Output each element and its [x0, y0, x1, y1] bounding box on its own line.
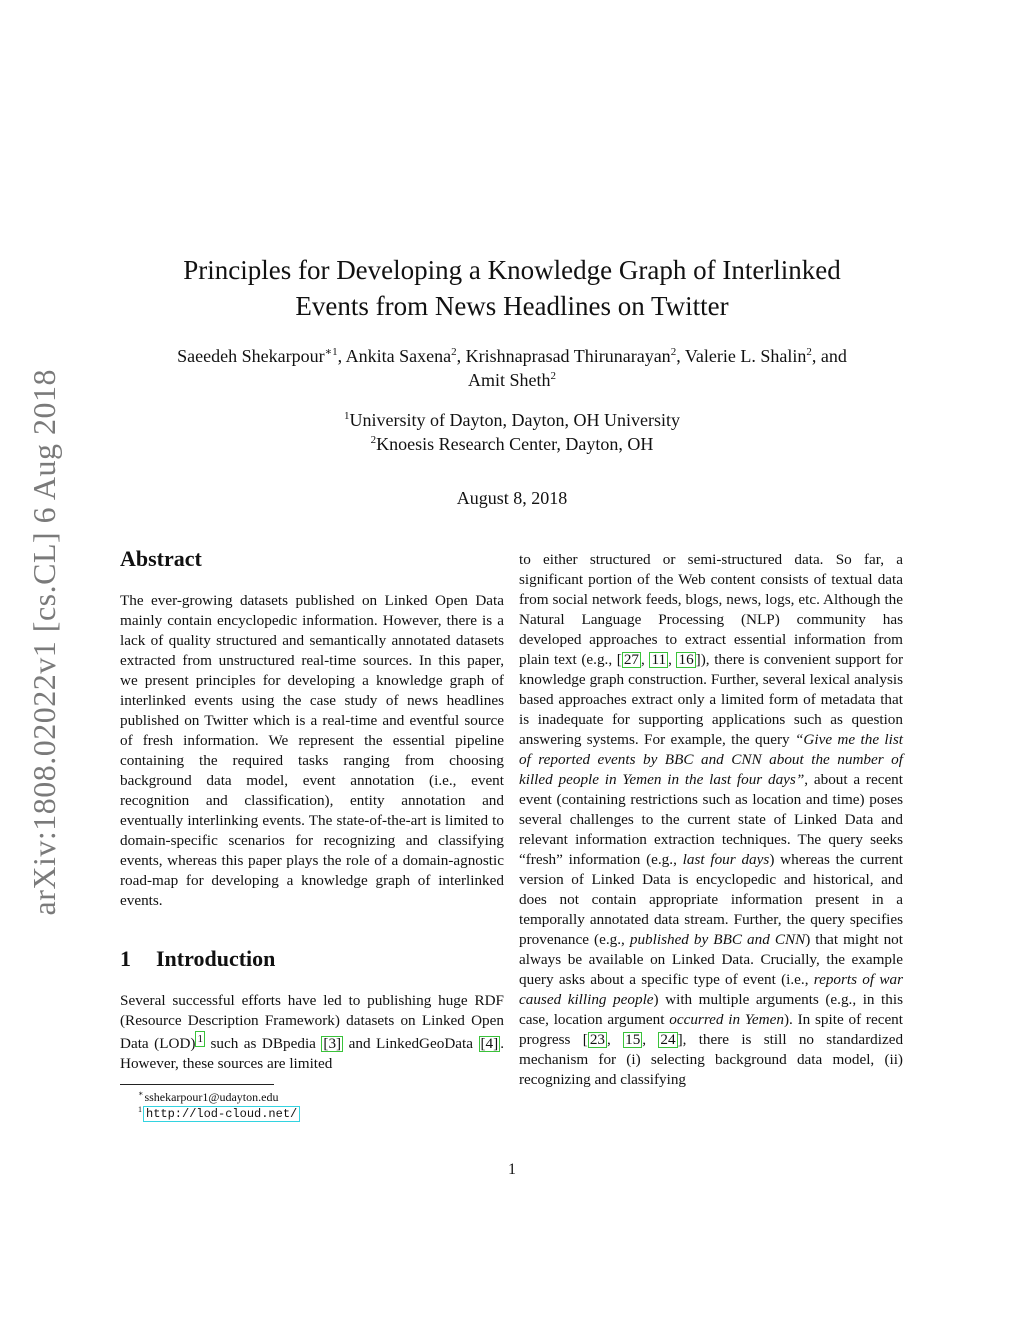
paper-date: August 8, 2018	[456, 488, 568, 508]
author-name: Saeedeh Shekarpour	[177, 346, 325, 366]
intro-text: Several successful efforts have led to publishing huge RDF (Resource Description Framework) datasets on Linked Open Data (LOD)	[120, 992, 504, 1053]
footnote-separator	[120, 1084, 274, 1085]
affiliation-1: University of Dayton, Dayton, OH University	[349, 410, 680, 430]
paper-title	[120, 252, 904, 324]
introduction-continued	[519, 550, 903, 1090]
footnote-text: sshekarpour1@udayton.edu	[144, 1090, 279, 1105]
author-name: Amit Sheth	[467, 370, 551, 390]
author-conjunction: , and	[811, 346, 847, 366]
body-text: ,	[668, 651, 677, 668]
intro-text: such as DBpedia	[204, 1035, 322, 1053]
footnote-url	[120, 1105, 504, 1122]
italic-phrase: last four days	[682, 851, 770, 868]
affil-mark: 1	[344, 410, 350, 422]
page-number: 1	[508, 1161, 516, 1178]
arxiv-identifier: arXiv:1808.02022v1 [cs.CL] 6 Aug 2018	[25, 368, 62, 916]
author-name: , Krishnaprasad Thirunarayan	[456, 346, 671, 366]
citation-link[interactable]: [3]	[323, 1035, 342, 1053]
italic-phrase: reports of war caused killing people	[519, 971, 904, 1008]
author-affil-mark: 2	[806, 346, 812, 358]
body-text: ) with multiple arguments (e.g., in this case, location argument	[519, 991, 903, 1028]
title-line-2: Events from News Headlines on Twitter	[295, 291, 729, 321]
author-list	[120, 344, 904, 392]
body-text: ], there is still no standardized mechanism for (i) selecting background data model, (ii) recognizing and classifying	[519, 1031, 904, 1088]
body-text: ,	[642, 1031, 659, 1048]
body-text: , about a recent event (containing restrictions such as location and time) poses several challenges to the current state of Linked Data and relevant information extraction techniques. The query seeks “fresh” information (e.g.,	[519, 771, 903, 868]
author-affil-mark: 2	[550, 370, 556, 382]
body-text: ,	[607, 1031, 624, 1048]
left-column	[120, 545, 504, 1122]
body-text: ) that might not always be available on Linked Data. Crucially, the example query asks about a specific type of event (i.e.,	[519, 931, 903, 988]
author-name: , Valerie L. Shalin	[676, 346, 807, 366]
footnote-mark: 1	[138, 1105, 142, 1115]
footnote-ref-link[interactable]: 1	[197, 1033, 203, 1045]
affil-mark: 2	[370, 434, 377, 446]
section-number: 1	[120, 946, 131, 971]
citation-link[interactable]: 27	[623, 651, 640, 668]
intro-text: . However, these sources are limited	[120, 1035, 505, 1073]
right-column	[519, 550, 903, 1090]
affiliation-2: Knoesis Research Center, Dayton, OH	[376, 434, 654, 454]
citation-link[interactable]: 15	[625, 1031, 641, 1048]
citation-link[interactable]: [4]	[480, 1035, 499, 1053]
introduction-paragraph	[120, 991, 504, 1074]
footnote-url-link[interactable]: http://lod-cloud.net/	[143, 1106, 300, 1122]
title-line-1: Principles for Developing a Knowledge Graph of Interlinked	[183, 255, 841, 285]
italic-phrase: occurred in Yemen	[669, 1011, 784, 1028]
body-text: ) whereas the current version of Linked Data is encyclopedic and historical, and does not contain appropriate information present in a temporally annotated data stream. Further, the query specifies provenance (e.g.,	[519, 851, 904, 948]
footnote-mark: ∗	[138, 1089, 144, 1099]
intro-text: and LinkedGeoData	[343, 1035, 479, 1053]
author-affil-mark: ∗1	[324, 346, 338, 358]
footnote-email	[120, 1089, 504, 1105]
abstract-text: The ever-growing datasets published on Linked Open Data mainly contain encyclopedic information. However, there is a lack of quality structured and semantically annotated datasets extracted from unstructured real-time sources. In this paper, we present principles for developing a knowledge graph of interlinked events using the case study of news headlines published on Twitter which is a real-time and eventful source of fresh information. We represent the essential pipeline containing the required tasks ranging from choosing background data model, event annotation (i.e., event recognition and classification), entity annotation and eventually interlinking events. The state-of-the-art is limited to domain-specific scenarios for recognizing and classifying events, whereas this paper plays the role of a domain-agnostic road-map for developing a knowledge graph of interlinked events.	[120, 592, 504, 909]
citation-link[interactable]: 24	[660, 1031, 676, 1048]
author-affil-mark: 2	[670, 346, 677, 358]
body-text: to either structured or semi-structured data. So far, a significant portion of the Web content consists of textual data from social network feeds, blogs, news, logs, etc. Although the Natural Language Processing (NLP) community has developed approaches to extract essential information from plain text (e.g., [	[519, 551, 903, 668]
citation-link[interactable]: 23	[589, 1031, 605, 1048]
section-title: Introduction	[156, 946, 276, 971]
body-text: ). In spite of recent progress [	[519, 1011, 903, 1048]
citation-link[interactable]: 16	[678, 651, 694, 668]
citation-link[interactable]: 11	[651, 651, 667, 668]
introduction-heading	[120, 945, 504, 973]
affiliations	[120, 408, 904, 456]
author-name: , Ankita Saxena	[337, 346, 452, 366]
body-text: ,	[641, 651, 650, 668]
body-text: ]), there is convenient support for knowledge graph construction. Further, several lexical analysis based approaches extract only a limited form of metadata that is inadequate for supporting applications such as question answering systems. For example, the query	[519, 651, 904, 748]
author-affil-mark: 2	[451, 346, 457, 358]
arxiv-sidebar-stamp	[20, 352, 68, 932]
abstract-heading: Abstract	[120, 546, 202, 571]
italic-phrase: published by BBC and CNN	[629, 931, 806, 948]
example-query: “Give me the list of reported events by BBC and CNN about the number of killed people in Yemen in the last four days”	[519, 731, 903, 788]
